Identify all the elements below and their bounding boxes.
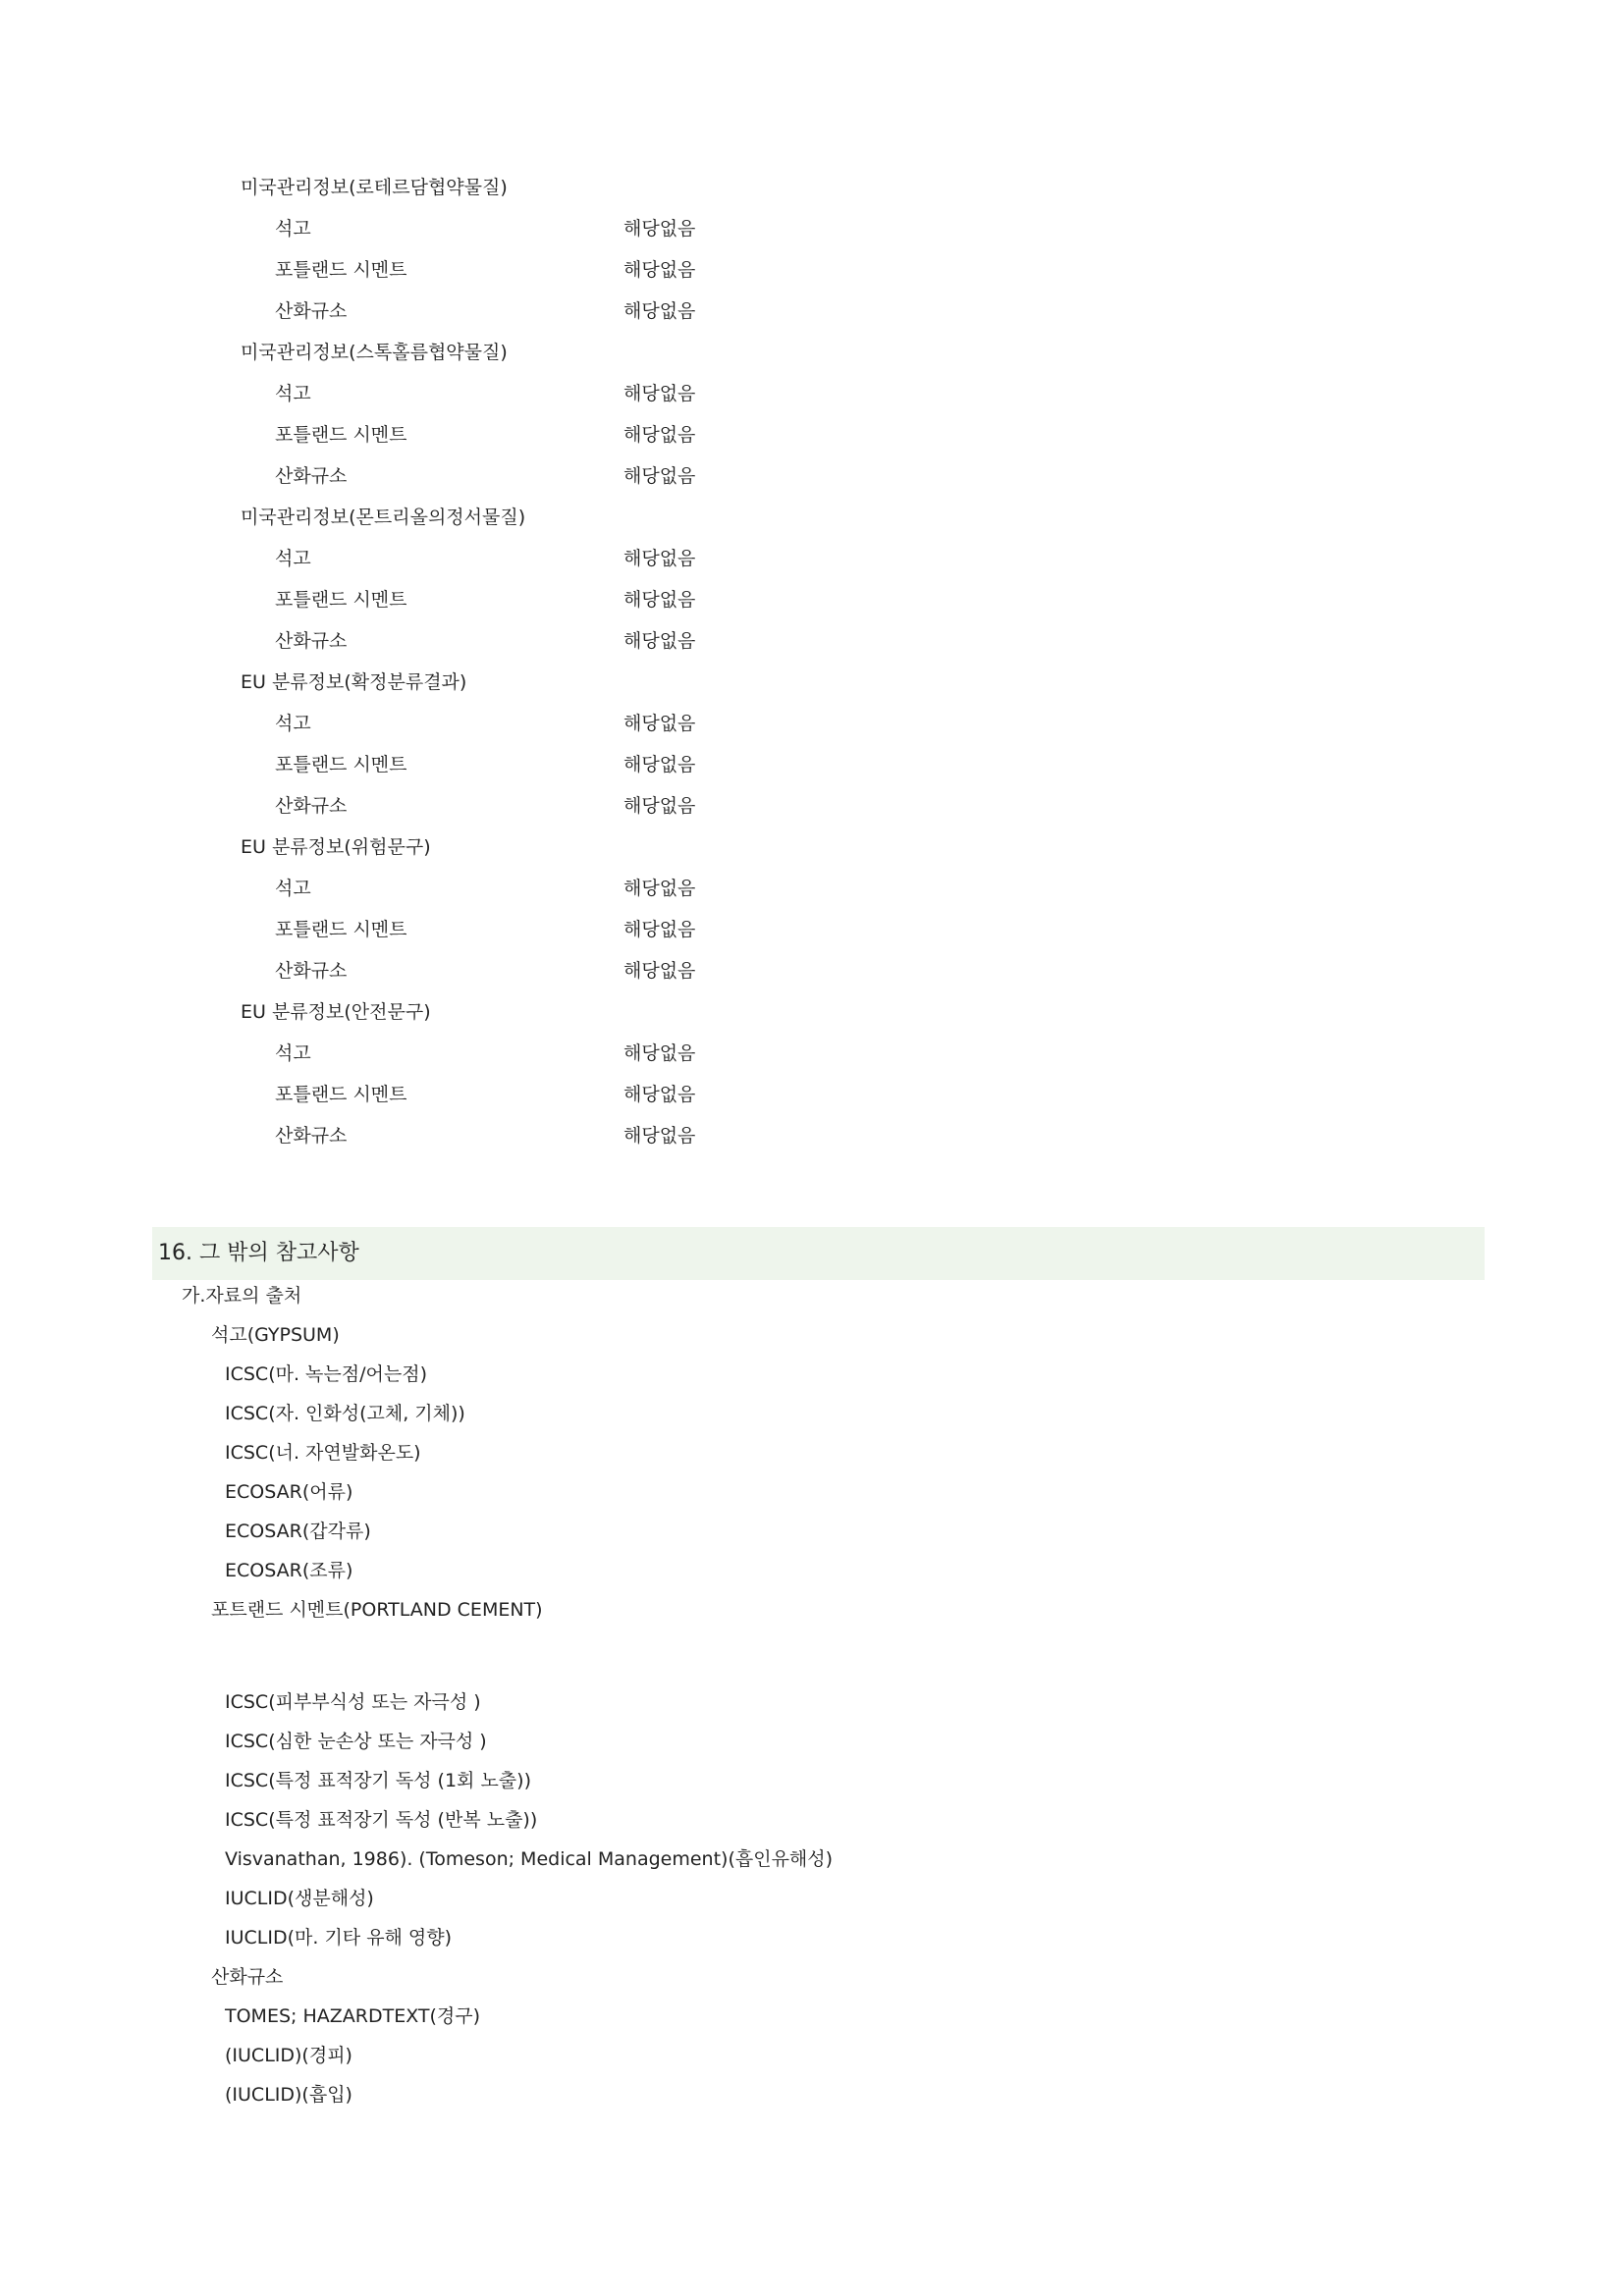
substance-name: 포틀랜드 시멘트 (275, 424, 407, 446)
substance-heading-cement: 포트랜드 시멘트(PORTLAND CEMENT) (211, 1599, 543, 1621)
list-item (241, 744, 928, 785)
status-value: 해당없음 (623, 465, 696, 487)
status-value: 해당없음 (623, 1125, 696, 1147)
status-value: 해당없음 (623, 300, 696, 322)
status-value: 해당없음 (623, 919, 696, 940)
status-value: 해당없음 (623, 548, 696, 569)
list-item (241, 1033, 928, 1074)
status-value: 해당없음 (623, 713, 696, 734)
substance-name: 포틀랜드 시멘트 (275, 1084, 407, 1105)
substance-name: 포틀랜드 시멘트 (275, 919, 407, 940)
reference-item: ECOSAR(갑각류) (225, 1521, 371, 1542)
substance-name: 포틀랜드 시멘트 (275, 259, 407, 281)
status-value: 해당없음 (623, 259, 696, 281)
status-value: 해당없음 (623, 589, 696, 611)
list-item (241, 208, 928, 249)
status-value: 해당없음 (623, 218, 696, 240)
status-value: 해당없음 (623, 383, 696, 404)
list-item (241, 249, 928, 291)
list-item (241, 1074, 928, 1115)
status-value: 해당없음 (623, 1042, 696, 1064)
reference-item: ICSC(자. 인화성(고체, 기체)) (225, 1403, 465, 1424)
status-value: 해당없음 (623, 960, 696, 982)
substance-name: 포틀랜드 시멘트 (275, 589, 407, 611)
reference-item: Visvanathan, 1986). (Tomeson; Medical Management)(흡인유해성) (225, 1848, 834, 1870)
reference-item: (IUCLID)(흡입) (225, 2084, 352, 2106)
reference-item: ICSC(너. 자연발화온도) (225, 1442, 421, 1464)
reference-item: ECOSAR(어류) (225, 1481, 353, 1503)
status-value: 해당없음 (623, 424, 696, 446)
group-title-eu-classification: EU 분류정보(확정분류결과) (241, 671, 467, 693)
status-value: 해당없음 (623, 630, 696, 652)
substance-name: 산화규소 (275, 960, 348, 982)
list-item (241, 1115, 928, 1156)
substance-name: 석고 (275, 218, 311, 240)
status-value: 해당없음 (623, 878, 696, 899)
reference-item: IUCLID(마. 기타 유해 영향) (225, 1927, 453, 1949)
reference-item: ICSC(심한 눈손상 또는 자극성 ) (225, 1731, 487, 1752)
list-item (241, 373, 928, 414)
group-title-rotterdam: 미국관리정보(로테르담협약물질) (241, 177, 508, 198)
substance-name: 석고 (275, 383, 311, 404)
list-item (241, 785, 928, 827)
reference-item: ICSC(마. 녹는점/어는점) (225, 1363, 427, 1385)
status-value: 해당없음 (623, 795, 696, 817)
section-16-heading: 16. 그 밖의 참고사항 (152, 1227, 1485, 1280)
substance-name: 석고 (275, 1042, 311, 1064)
group-title-eu-risk-phrases: EU 분류정보(위험문구) (241, 836, 431, 858)
reference-item: (IUCLID)(경피) (225, 2045, 352, 2066)
substance-name: 석고 (275, 548, 311, 569)
substance-name: 산화규소 (275, 300, 348, 322)
reference-item: IUCLID(생분해성) (225, 1888, 374, 1909)
list-item (241, 538, 928, 579)
list-item (241, 620, 928, 662)
reference-item: ICSC(특정 표적장기 독성 (1회 노출)) (225, 1770, 531, 1791)
substance-name: 석고 (275, 713, 311, 734)
substance-name: 석고 (275, 878, 311, 899)
status-value: 해당없음 (623, 754, 696, 775)
reference-item: TOMES; HAZARDTEXT(경구) (225, 2005, 481, 2027)
reference-item: ICSC(피부부식성 또는 자극성 ) (225, 1691, 481, 1713)
list-item (241, 868, 928, 909)
list-item (241, 703, 928, 744)
group-title-montreal: 미국관리정보(몬트리올의정서물질) (241, 507, 526, 528)
substance-name: 산화규소 (275, 630, 348, 652)
list-item (241, 909, 928, 950)
reference-item: ECOSAR(조류) (225, 1560, 353, 1581)
substance-name: 포틀랜드 시멘트 (275, 754, 407, 775)
status-value: 해당없음 (623, 1084, 696, 1105)
substance-heading-gypsum: 석고(GYPSUM) (211, 1324, 340, 1346)
substance-name: 산화규소 (275, 465, 348, 487)
group-title-eu-safety-phrases: EU 분류정보(안전문구) (241, 1001, 431, 1023)
subheading-sources: 가.자료의 출처 (182, 1285, 302, 1307)
list-item (241, 950, 928, 991)
reference-item: ICSC(특정 표적장기 독성 (반복 노출)) (225, 1809, 538, 1831)
substance-name: 산화규소 (275, 795, 348, 817)
list-item (241, 579, 928, 620)
list-item (241, 414, 928, 455)
group-title-stockholm: 미국관리정보(스톡홀름협약물질) (241, 342, 508, 363)
list-item (241, 291, 928, 332)
list-item (241, 455, 928, 497)
substance-heading-silica: 산화규소 (211, 1966, 284, 1988)
regulatory-info-list (241, 167, 928, 1156)
substance-name: 산화규소 (275, 1125, 348, 1147)
